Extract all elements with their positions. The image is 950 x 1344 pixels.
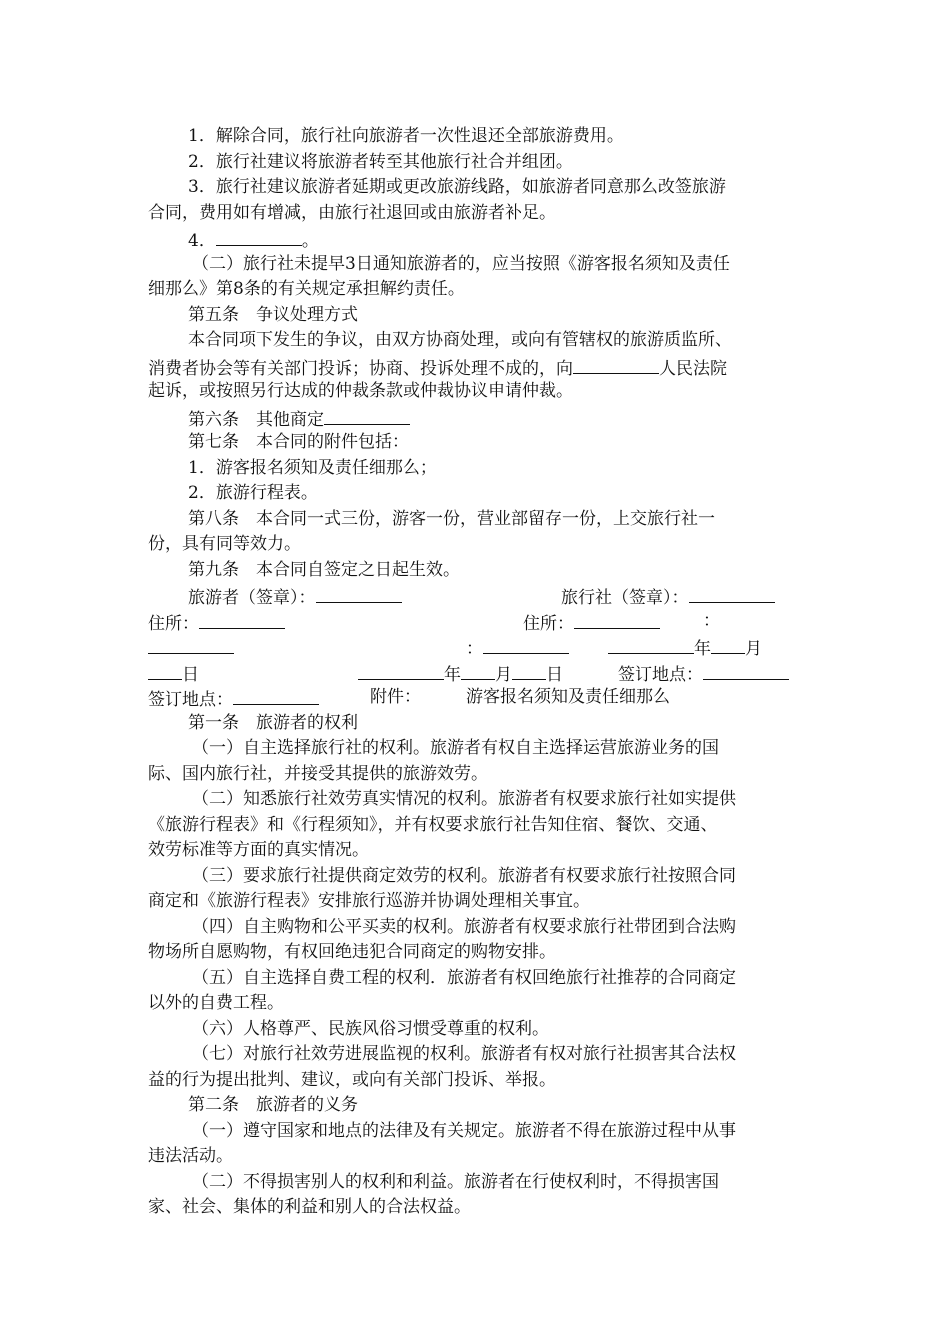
signature-row-1 <box>148 583 808 609</box>
paragraph: （五）自主选择自费工程的权利．旅游者有权回绝旅行社推荐的合同商定 <box>192 967 736 988</box>
clause-item-2: 2．旅行社建议将旅游者转至其他旅行社合并组团。 <box>188 151 573 172</box>
paragraph-cont: 违法活动。 <box>148 1146 233 1166</box>
blank-line <box>199 609 285 629</box>
clause-paragraph-cont: 细那么》第8条的有关规定承担解约责任。 <box>148 279 465 299</box>
section-heading: 第一条 旅游者的权利 <box>188 712 358 733</box>
signature-row-4: 日 年 月 日 签订地点： <box>148 660 808 686</box>
paragraph: （二）知悉旅行社效劳真实情况的权利。旅游者有权要求旅行社如实提供 <box>192 789 736 809</box>
blank-line <box>148 660 182 680</box>
blank-line <box>216 226 302 246</box>
article-8: 第八条 本合同一式三份，游客一份，营业部留存一份，上交旅行社一 <box>188 508 715 529</box>
address-label: 住所： <box>148 613 199 634</box>
sign-place-label: 签订地点： <box>148 690 233 710</box>
signature-row-2 <box>148 609 808 635</box>
blank-line <box>512 660 546 680</box>
article-7-item-2: 2．旅游行程表。 <box>188 483 318 503</box>
blank-line <box>316 583 402 603</box>
signature-row-5 <box>148 685 808 711</box>
document-page <box>148 124 808 1221</box>
article-7: 第七条 本合同的附件包括： <box>188 432 409 452</box>
article-5-text-end: 起诉，或按照另行达成的仲裁条款或仲裁协议申请仲裁。 <box>148 381 573 401</box>
paragraph: （六）人格尊严、民族风俗习惯受尊重的权利。 <box>192 1018 549 1039</box>
article-7-item-1: 1．游客报名须知及责任细那么； <box>188 457 437 478</box>
paragraph: （一）遵守国家和地点的法律及有关规定。旅游者不得在旅游过程中从事 <box>192 1120 736 1141</box>
colon: ： <box>703 610 720 631</box>
blank-line <box>233 685 319 705</box>
tourist-sign-label: 旅游者（签章）： <box>188 588 316 608</box>
section-heading: 第二条 旅游者的义务 <box>188 1095 358 1115</box>
paragraph-cont: 益的行为提出批判、建议，或向有关部门投诉、举报。 <box>148 1069 556 1090</box>
agency-sign-label: 旅行社（签章）： <box>561 588 689 608</box>
blank-line <box>148 634 234 654</box>
blank-line <box>324 405 410 425</box>
paragraph: （四）自主购物和公平买卖的权利。旅游者有权要求旅行社带团到合法购 <box>192 916 736 937</box>
clause-paragraph: （二）旅行社未提早3日通知旅游者的，应当按照《游客报名须知及责任 <box>192 253 730 274</box>
blank-line <box>358 660 444 680</box>
clause-item-3: 3．旅行社建议旅游者延期或更改旅游线路，如旅游者同意那么改签旅游 <box>188 177 726 197</box>
sign-place-label: 签订地点： <box>618 664 703 685</box>
signature-row-3: ： 年 月 <box>148 634 808 660</box>
clause-item-3-cont: 合同，费用如有增减，由旅行社退回或由旅游者补足。 <box>148 202 556 223</box>
paragraph-cont: 以外的自费工程。 <box>148 993 284 1013</box>
paragraph-cont: 《旅游行程表》和《行程须知》，并有权要求旅行社告知住宿、餐饮、交通、 <box>148 814 718 835</box>
blank-line <box>461 660 495 680</box>
paragraph-cont: 商定和《旅游行程表》安排旅行巡游并协调处理相关事宜。 <box>148 891 590 911</box>
blank-line <box>573 354 659 374</box>
blank-line <box>574 609 660 629</box>
clause-item-4: 4． 。 <box>148 226 808 252</box>
paragraph-cont: 家、社会、集体的利益和别人的合法权益。 <box>148 1197 471 1217</box>
article-6: 第六条 其他商定 <box>148 405 808 431</box>
attachment-label: 附件： <box>370 687 421 707</box>
article-5-heading: 第五条 争议处理方式 <box>188 304 358 325</box>
paragraph: （二）不得损害别人的权利和利益。旅游者在行使权利时，不得损害国 <box>192 1171 719 1192</box>
blank-line <box>711 634 745 654</box>
article-5-text-cont: 消费者协会等有关部门投诉；协商、投诉处理不成的，向 人民法院 <box>148 354 808 380</box>
paragraph: （一）自主选择旅行社的权利。旅游者有权自主选择运营旅游业务的国 <box>192 738 719 758</box>
blank-line <box>608 634 694 654</box>
article-9: 第九条 本合同自签定之日起生效。 <box>188 559 460 580</box>
address-label: 住所： <box>523 613 574 634</box>
paragraph-cont: 效劳标准等方面的真实情况。 <box>148 840 369 860</box>
paragraph: （三）要求旅行社提供商定效劳的权利。旅游者有权要求旅行社按照合同 <box>192 865 736 886</box>
article-8-cont: 份，具有同等效力。 <box>148 534 301 554</box>
blank-line <box>703 660 789 680</box>
paragraph-cont: 物场所自愿购物，有权回绝违犯合同商定的购物安排。 <box>148 942 556 962</box>
paragraph: （七）对旅行社效劳进展监视的权利。旅游者有权对旅行社损害其合法权 <box>192 1044 736 1064</box>
blank-line <box>483 634 569 654</box>
article-5-text: 本合同项下发生的争议，由双方协商处理，或向有管辖权的旅游质监所、 <box>188 330 732 350</box>
clause-item-1: 1．解除合同，旅行社向旅游者一次性退还全部旅游费用。 <box>188 126 624 146</box>
paragraph-cont: 际、国内旅行社，并接受其提供的旅游效劳。 <box>148 763 488 784</box>
attachment-value: 游客报名须知及责任细那么 <box>466 687 670 707</box>
blank-line <box>689 583 775 603</box>
